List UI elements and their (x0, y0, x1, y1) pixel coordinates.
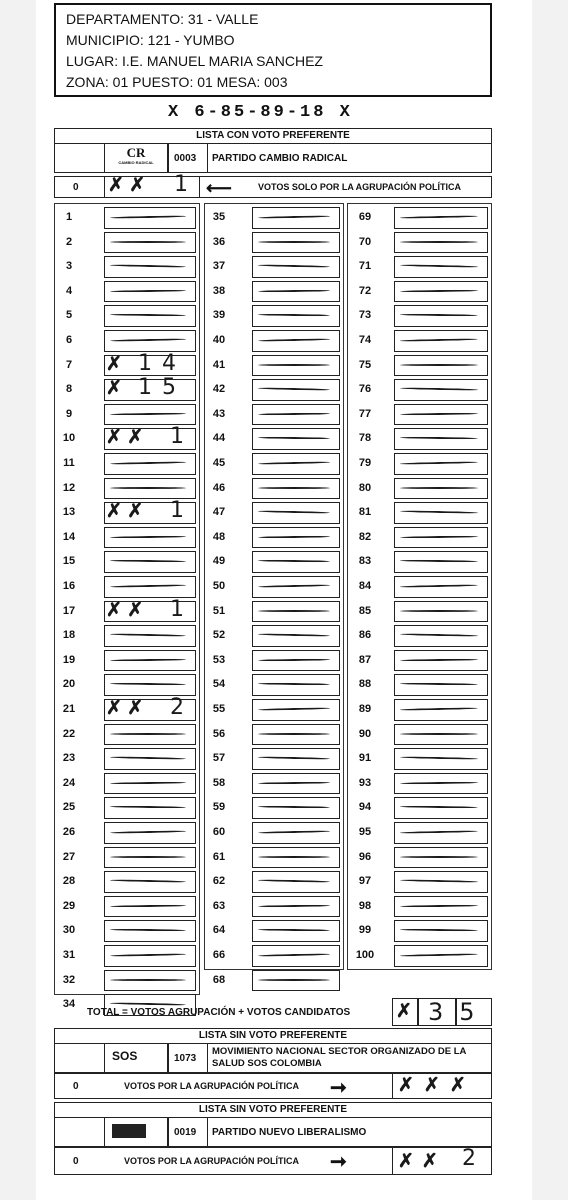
candidate-number: 49 (212, 555, 226, 568)
candidate-number: 14 (62, 530, 76, 543)
arrow-right-icon: ➞ (330, 1151, 347, 1173)
total-value: 35 (428, 998, 491, 1026)
candidate-number: 84 (358, 580, 372, 592)
nuevo-liberalismo-logo-icon (112, 1124, 146, 1138)
candidate-strike-mark: ✗ ✗ (106, 599, 144, 621)
section3-zero-label: 0 (73, 1156, 79, 1167)
candidate-strike-mark: ✗ (106, 378, 122, 400)
candidate-number: 6 (65, 334, 73, 346)
candidate-vote-cell (252, 920, 340, 942)
candidate-number: 22 (62, 727, 76, 740)
candidate-number: 18 (62, 629, 76, 642)
section3-votes-value: 2 (462, 1146, 476, 1171)
candidate-number: 51 (212, 604, 226, 617)
candidate-number: 81 (358, 506, 372, 519)
candidate-vote-cell (104, 797, 196, 819)
cancel-stroke (258, 610, 330, 612)
party-code: 0003 (174, 153, 197, 164)
candidate-vote-cell (394, 920, 488, 942)
party-name: PARTIDO CAMBIO RADICAL (212, 153, 348, 164)
total-strike-mark: ✗ (396, 1001, 412, 1022)
candidate-strike-mark: ✗ (106, 353, 122, 375)
candidate-vote-cell (252, 428, 340, 450)
candidate-number: 45 (212, 457, 226, 469)
candidate-number: 69 (358, 211, 372, 223)
section3-caption: VOTOS POR LA AGRUPACIÓN POLÍTICA (124, 1156, 300, 1166)
candidate-vote-cell (104, 305, 196, 327)
section2-caption: VOTOS POR LA AGRUPACIÓN POLÍTICA (124, 1081, 300, 1091)
candidate-number: 82 (358, 530, 372, 543)
candidate-number: 43 (212, 407, 226, 420)
section3-party-code: 0019 (174, 1127, 197, 1138)
cancel-stroke (400, 610, 478, 612)
cancel-stroke (110, 241, 186, 243)
candidate-number: 20 (62, 678, 76, 691)
candidate-number: 5 (65, 309, 73, 322)
candidate-strike-mark: ✗ ✗ (106, 698, 144, 719)
candidate-vote-cell (104, 920, 196, 942)
candidate-number: 62 (212, 875, 226, 888)
candidate-number: 98 (358, 899, 372, 912)
cancel-stroke (110, 487, 186, 489)
candidate-number: 35 (212, 211, 226, 223)
candidate-number: 72 (358, 284, 372, 297)
candidate-number: 60 (212, 826, 226, 838)
candidate-number: 91 (358, 752, 372, 765)
cancel-stroke (400, 733, 478, 735)
candidate-number: 29 (62, 899, 76, 912)
candidate-number: 68 (212, 973, 226, 986)
candidate-number: 96 (358, 850, 372, 863)
logo-caption: CAMBIO RADICAL (118, 160, 154, 165)
candidate-number: 79 (358, 457, 372, 469)
candidate-number: 16 (62, 580, 76, 592)
candidate-number: 42 (212, 383, 226, 396)
candidate-vote-cell (394, 305, 488, 327)
candidate-number: 24 (62, 776, 76, 789)
candidate-number: 77 (358, 407, 372, 420)
candidate-number: 95 (358, 826, 372, 838)
candidate-number: 13 (62, 506, 76, 519)
candidate-number: 12 (62, 481, 76, 494)
candidate-number: 88 (358, 678, 372, 691)
candidate-number: 28 (62, 875, 76, 888)
candidate-vote-value: 1 (170, 498, 194, 524)
form-serial: X 6-85-89-18 X (168, 103, 353, 122)
cancel-stroke (110, 979, 186, 981)
candidate-number: 85 (358, 604, 372, 617)
candidate-number: 73 (358, 309, 372, 322)
candidate-vote-cell (252, 551, 340, 573)
candidate-number: 34 (62, 998, 76, 1011)
candidate-number: 100 (355, 949, 375, 961)
cancel-stroke (258, 856, 330, 858)
candidate-number: 71 (358, 260, 372, 273)
candidate-vote-cell (394, 428, 488, 450)
candidate-strike-mark: ✗ ✗ (106, 501, 144, 523)
candidate-vote-cell (104, 674, 196, 696)
section2-title: LISTA SIN VOTO PREFERENTE (198, 1030, 348, 1041)
candidate-number: 3 (65, 260, 73, 273)
candidate-number: 55 (212, 703, 226, 715)
candidate-number: 36 (212, 235, 226, 248)
location-header (54, 3, 492, 97)
cancel-stroke (400, 487, 478, 489)
candidate-number: 41 (212, 358, 226, 371)
candidate-number: 86 (358, 629, 372, 642)
candidate-number: 63 (212, 899, 226, 912)
candidate-number: 17 (62, 604, 76, 617)
candidate-number: 93 (358, 776, 372, 789)
candidate-number: 25 (62, 801, 76, 814)
candidate-number: 26 (62, 826, 76, 838)
candidate-vote-value: 15 (138, 375, 186, 401)
arrow-left-icon: ⟵ (206, 178, 232, 198)
candidate-number: 39 (212, 309, 226, 322)
municipio-line: MUNICIPIO: 121 - YUMBO (66, 32, 235, 48)
candidate-number: 87 (358, 653, 372, 666)
candidate-number: 56 (212, 727, 226, 740)
candidate-number: 23 (62, 752, 76, 765)
candidate-number: 32 (62, 973, 76, 986)
section2-party-name-1: MOVIMIENTO NACIONAL SECTOR ORGANIZADO DE LA (212, 1046, 467, 1057)
candidate-number: 97 (358, 875, 372, 888)
section3-title: LISTA SIN VOTO PREFERENTE (198, 1104, 348, 1115)
candidate-number: 89 (358, 703, 372, 715)
section3-party-name: PARTIDO NUEVO LIBERALISMO (212, 1127, 367, 1138)
candidate-number: 38 (212, 284, 226, 297)
candidate-number: 70 (358, 235, 372, 248)
section2-zero-label: 0 (73, 1081, 79, 1092)
candidate-vote-cell (252, 797, 340, 819)
zero-label: 0 (73, 182, 79, 193)
candidate-number: 58 (212, 776, 226, 789)
cancel-stroke (258, 364, 330, 366)
candidate-number: 8 (65, 383, 73, 396)
candidate-number: 57 (212, 752, 226, 765)
candidate-number: 75 (358, 358, 372, 371)
party-only-votes-caption: VOTOS SOLO POR LA AGRUPACIÓN POLÍTICA (258, 182, 462, 192)
cambio-radical-logo-icon: CR CAMBIO RADICAL (118, 145, 154, 165)
cancel-stroke (400, 856, 478, 858)
candidate-vote-cell (252, 305, 340, 327)
cancel-stroke (258, 487, 330, 489)
candidate-number: 37 (212, 260, 226, 273)
candidate-number: 31 (62, 949, 76, 961)
lugar-line: LUGAR: I.E. MANUEL MARIA SANCHEZ (66, 53, 323, 69)
cancel-stroke (258, 979, 330, 981)
candidate-number: 2 (65, 235, 73, 248)
candidate-number: 21 (62, 703, 76, 715)
candidate-number: 9 (65, 407, 73, 420)
candidate-number: 61 (212, 850, 226, 863)
candidate-number: 27 (62, 850, 76, 863)
departamento-line: DEPARTAMENTO: 31 - VALLE (66, 11, 259, 27)
candidate-number: 59 (212, 801, 226, 814)
cancel-stroke (400, 241, 478, 243)
candidate-number: 76 (358, 383, 372, 396)
section3-strike-marks: ✗✗ (398, 1151, 446, 1172)
total-divider-1 (417, 998, 419, 1026)
candidate-number: 50 (212, 580, 226, 592)
candidate-strike-mark: ✗ ✗ (106, 427, 144, 449)
candidate-number: 47 (212, 506, 226, 519)
total-label: TOTAL = VOTOS AGRUPACIÓN + VOTOS CANDIDATOS (87, 1007, 351, 1018)
candidate-number: 52 (212, 629, 226, 642)
section2-strike-marks: ✗✗✗ (398, 1075, 476, 1096)
candidate-number: 48 (212, 530, 226, 543)
sos-logo-icon: SOS (112, 1049, 138, 1063)
candidate-number: 99 (358, 924, 372, 937)
candidate-number: 30 (62, 924, 76, 937)
candidate-number: 53 (212, 653, 226, 666)
candidate-vote-cell (104, 551, 196, 573)
candidate-vote-value: 1 (170, 596, 194, 622)
candidate-number: 94 (358, 801, 372, 814)
candidate-number: 11 (63, 457, 75, 469)
zona-line: ZONA: 01 PUESTO: 01 MESA: 003 (66, 74, 288, 90)
cancel-stroke (258, 733, 330, 735)
candidate-number: 10 (62, 432, 76, 445)
section2-party-code: 1073 (174, 1053, 197, 1064)
candidate-number: 7 (65, 358, 73, 371)
candidate-number: 83 (358, 555, 372, 568)
candidate-number: 74 (358, 334, 372, 346)
candidate-number: 54 (212, 678, 226, 691)
candidate-number: 44 (212, 432, 226, 445)
cancel-stroke (400, 364, 478, 366)
candidate-number: 15 (62, 555, 76, 568)
candidate-number: 46 (212, 481, 226, 494)
candidate-vote-value: 2 (170, 695, 194, 720)
candidate-vote-value: 1 (170, 424, 194, 450)
candidate-number: 90 (358, 727, 372, 740)
candidate-number: 66 (212, 949, 226, 961)
candidate-vote-cell (394, 797, 488, 819)
candidate-number: 4 (65, 284, 73, 297)
candidate-vote-cell (252, 674, 340, 696)
party-only-votes-value: 1 (174, 172, 188, 197)
candidate-number: 64 (212, 924, 226, 937)
candidate-number: 1 (65, 211, 73, 223)
strike-marks: ✗ ✗ (108, 175, 146, 196)
candidate-vote-cell (394, 674, 488, 696)
cancel-stroke (110, 856, 186, 858)
candidate-vote-value: 14 (138, 350, 186, 376)
candidate-number: 40 (212, 334, 226, 346)
arrow-right-icon: ➞ (330, 1077, 347, 1099)
section2-party-name-2: SALUD SOS COLOMBIA (212, 1058, 322, 1069)
cancel-stroke (110, 733, 186, 735)
candidate-number: 80 (358, 481, 372, 494)
candidate-number: 78 (358, 432, 372, 445)
candidate-vote-cell (394, 551, 488, 573)
candidate-number: 19 (62, 653, 76, 666)
cancel-stroke (258, 241, 330, 243)
section1-title: LISTA CON VOTO PREFERENTE (196, 130, 350, 141)
